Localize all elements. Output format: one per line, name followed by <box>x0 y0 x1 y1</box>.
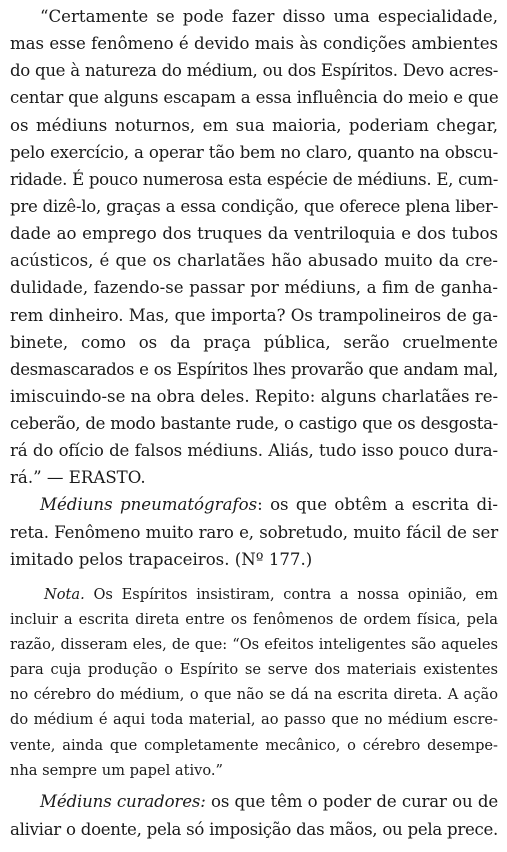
quote-line: mas esse fenômeno é devido mais às condições ambientes <box>10 34 498 54</box>
quote-line: dade ao emprego dos truques da ventriloquia e dos tubos <box>10 224 498 244</box>
quote-line: binete, como os da praça pública, serão cruelmente <box>10 332 498 352</box>
quote-line: ridade. É pouco numerosa esta espécie de médiuns. E, cum- <box>10 169 498 189</box>
curadores-paragraph <box>10 788 498 843</box>
nota-line: Nota. Os Espíritos insistiram, contra a nossa opinião, em <box>44 586 498 603</box>
nota-line: vente, ainda que completamente mecânico, o cérebro desempe- <box>10 736 498 754</box>
pneumatografos-paragraph <box>10 491 498 574</box>
paragraph-line: Médiuns curadores: os que têm o poder de curar ou de <box>40 792 498 811</box>
nota-line: razão, disseram eles, de que: “Os efeitos inteligentes são aqueles <box>10 636 498 654</box>
quote-line: ceberão, de modo bastante rude, o castigo que os desgosta- <box>10 414 498 434</box>
nota-line: do médium é aqui toda material, ao passo que no médium escre- <box>10 711 498 729</box>
paragraph-line: Médiuns pneumatógrafos: os que obtêm a escrita di- <box>40 495 498 514</box>
erasto-quote <box>10 3 498 492</box>
quote-line: os médiuns noturnos, em sua maioria, poderiam chegar, <box>10 115 498 135</box>
quote-line: “Certamente se pode fazer disso uma especialidade, <box>40 7 498 26</box>
quote-line: do que à natureza do médium, ou dos Espíritos. Devo acres- <box>10 61 498 81</box>
quote-line: desmascarados e os Espíritos lhes provarão que andam mal, <box>10 359 498 379</box>
quote-line: centar que alguns escapam a essa influência do meio e que <box>10 88 499 108</box>
quote-line: dulidade, fazendo-se passar por médiuns, a fim de ganha- <box>10 278 498 298</box>
nota-line: no cérebro do médium, o que não se dá na escrita direta. A ação <box>10 686 498 704</box>
paragraph-line: reta. Fenômeno muito raro e, sobretudo, muito fácil de ser <box>10 522 498 542</box>
nota-line: para cuja produção o Espírito se serve dos materiais existentes <box>10 661 498 679</box>
pneumatografos-term: Médiuns pneumatógrafos <box>40 495 258 514</box>
paragraph-line: aliviar o doente, pela só imposição das mãos, ou pela prece. <box>10 819 498 839</box>
nota-paragraph <box>10 582 498 783</box>
nota-line: nha sempre um papel ativo.” <box>10 761 224 779</box>
quote-line: rá.” — ERASTO. <box>10 468 146 488</box>
paragraph-line: imitado pelos trapaceiros. (Nº 177.) <box>10 550 313 569</box>
quote-line: acústicos, é que os charlatães hão abusado muito da cre- <box>10 251 498 271</box>
quote-line: imiscuindo-se na obra deles. Repito: alguns charlatães re- <box>10 386 499 406</box>
curadores-term: Médiuns curadores: <box>40 792 206 811</box>
quote-line: rem dinheiro. Mas, que importa? Os trampolineiros de ga- <box>10 305 498 325</box>
quote-line: pelo exercício, a operar tão bem no claro, quanto na obscu- <box>10 142 498 162</box>
quote-line: pre dizê-lo, graças a essa condição, que oferece plena liber- <box>10 196 498 216</box>
nota-label: Nota. <box>44 586 85 603</box>
quote-line: rá do ofício de falsos médiuns. Aliás, tudo isso pouco dura- <box>10 441 498 461</box>
nota-line: incluir a escrita direta entre os fenômenos de ordem física, pela <box>10 611 498 629</box>
